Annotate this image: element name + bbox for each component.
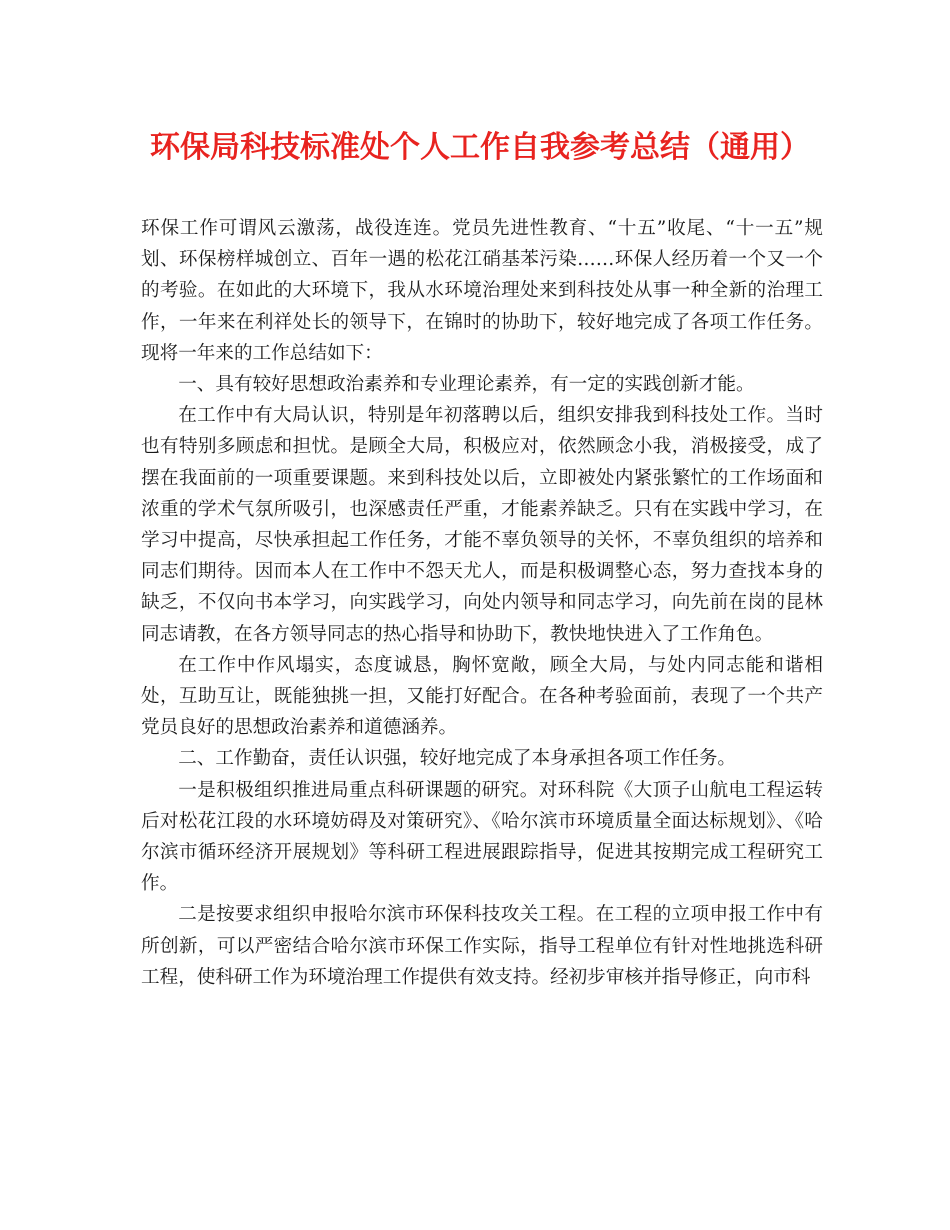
paragraph-intro: 环保工作可谓风云激荡，战役连连。党员先进性教育、“十五”收尾、“十一五”规划、环保榜样城创立、百年一遇的松花江硝基苯污染……环保人经历着一个又一个的考验。在如此的大环境下，我从水环境治理处来到科技处从事一种全新的治理工作，一年来在利祥处长的领导下，在锦时的协助下，较好地完成了各项工作任务。现将一年来的工作总结如下： bbox=[141, 218, 823, 364]
paragraph: 二是按要求组织申报哈尔滨市环保科技攻关工程。在工程的立项申报工作中有所创新，可以严密结合哈尔滨市环保工作实际，指导工程单位有针对性地挑选科研工程，使科研工作为环境治理工作提供有效支持。经初步审核并指导修正，向市科 bbox=[141, 904, 823, 988]
document-body bbox=[141, 213, 823, 993]
document-title: 环保局科技标准处个人工作自我参考总结（通用） bbox=[150, 130, 810, 165]
paragraph: 一是积极组织推进局重点科研课题的研究。对环科院《大顶子山航电工程运转后对松花江段的水环境妨碍及对策研究》、《哈尔滨市环境质量全面达标规划》、《哈尔滨市循环经济开展规划》等科研工程进展跟踪指导，促进其按期完成工程研究工作。 bbox=[141, 779, 823, 895]
paragraph: 在工作中有大局认识，特别是年初落聘以后，组织安排我到科技处工作。当时也有特别多顾虑和担忧。是顾全大局，积极应对，依然顾念小我，消极接受，成了摆在我面前的一项重要课题。来到科技处以后，立即被处内紧张繁忙的工作场面和浓重的学术气氛所吸引，也深感责任严重，才能素养缺乏。只有在实践中学习，在学习中提高，尽快承担起工作任务，才能不辜负领导的关怀，不辜负组织的培养和同志们期待。因而本人在工作中不怨天尤人，而是积极调整心态，努力查找本身的缺乏，不仅向书本学习，向实践学习，向处内领导和同志学习，向先前在岗的昆林同志请教，在各方领导同志的热心指导和协助下，教快地快进入了工作角色。 bbox=[141, 405, 823, 645]
paragraph: 在工作中作风塌实，态度诚恳，胸怀宽敞，顾全大局，与处内同志能和谐相处，互助互让，既能独挑一担，又能打好配合。在各种考验面前，表现了一个共产党员良好的思想政治素养和道德涵养。 bbox=[141, 654, 823, 739]
paragraph-heading-2: 二、工作勤奋，责任认识强，较好地完成了本身承担各项工作任务。 bbox=[178, 748, 737, 770]
paragraph-heading-1: 一、具有较好思想政治素养和专业理论素养，有一定的实践创新才能。 bbox=[178, 374, 755, 396]
